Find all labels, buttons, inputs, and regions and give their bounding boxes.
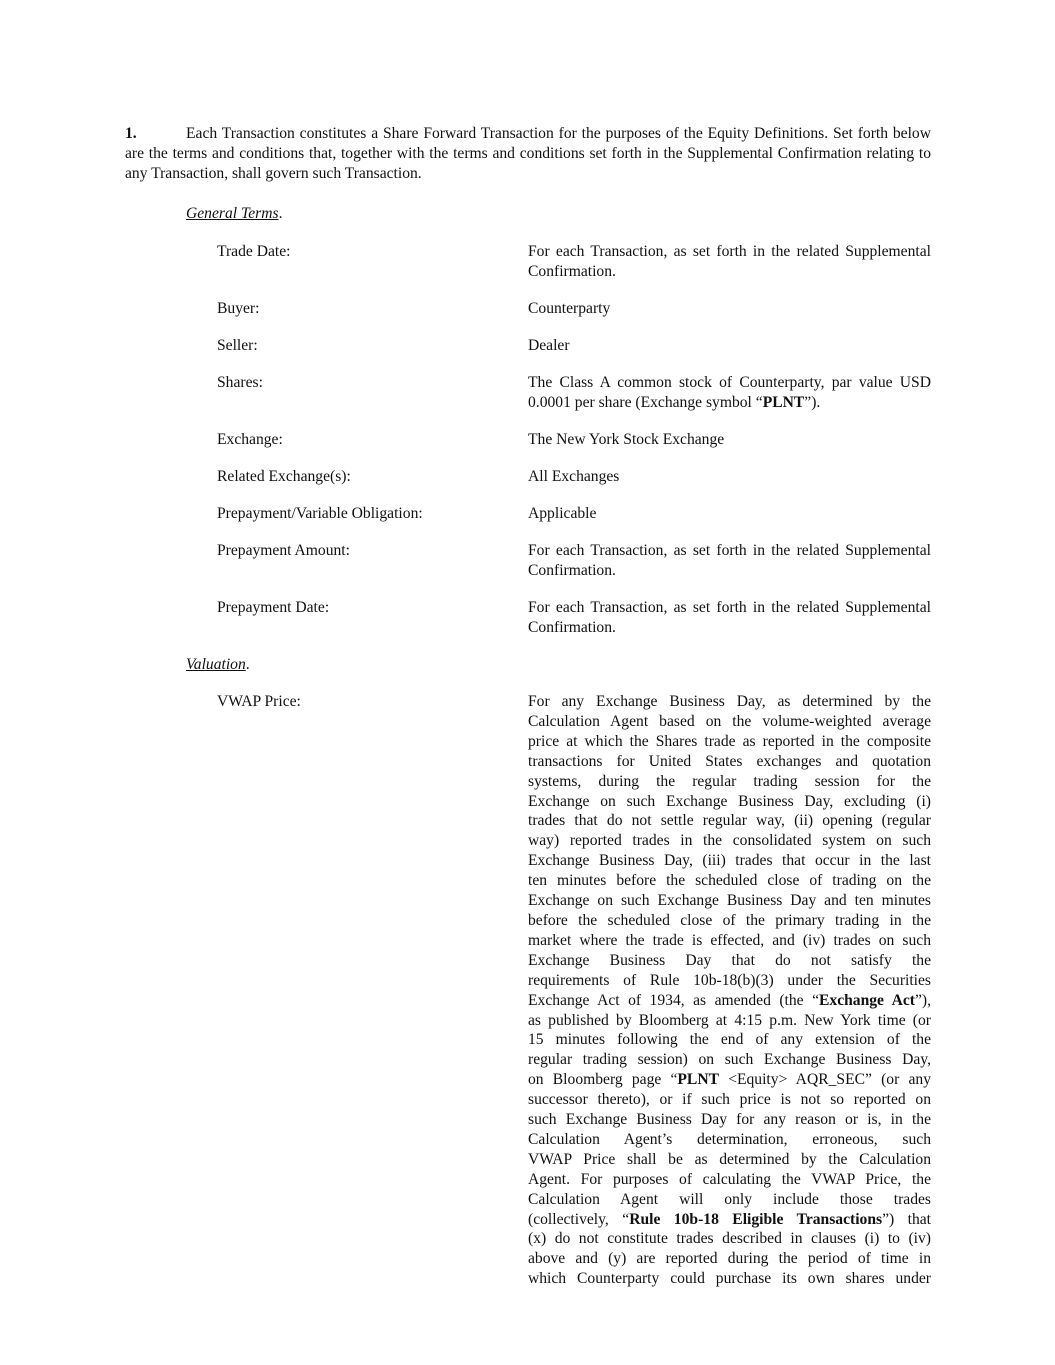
vwap-text-line: [528, 1229, 931, 1249]
vwap-text-line: [528, 811, 931, 831]
vwap-text-line: [528, 931, 931, 951]
vwap-text-line: [528, 792, 931, 812]
vwap-price-value: [528, 692, 931, 1289]
seller-value: Dealer: [528, 337, 570, 354]
text-segment: <Equity> AQR_SEC” (or any: [719, 1071, 932, 1089]
defined-term: Rule 10b-18 Eligible Transactions: [629, 1210, 883, 1228]
text-segment: Exchange on such Exchange Business Day, excluding (i): [528, 792, 931, 810]
defined-term: Exchange Act: [819, 991, 915, 1009]
vwap-text-line: [528, 732, 931, 752]
text-segment: which Counterparty could purchase its own shares under: [528, 1270, 931, 1288]
text-segment: systems, during the regular trading session for the: [528, 772, 931, 790]
vwap-text-line: [528, 951, 931, 971]
vwap-text-line: [528, 891, 931, 911]
text-segment: Exchange Business Day, (iii) trades that occur in the last: [528, 852, 931, 870]
related-exchanges-value: All Exchanges: [528, 468, 620, 485]
vwap-text-line: [528, 692, 931, 712]
text-segment: Calculation Agent based on the volume-weighted average: [528, 712, 931, 730]
vwap-text-line: [528, 1050, 931, 1070]
prepayment-variable-obligation-value: Applicable: [528, 505, 597, 522]
vwap-text-line: [528, 1249, 931, 1269]
text-segment: way) reported trades in the consolidated system on such: [528, 832, 931, 850]
trade-date-label: Trade Date:: [217, 243, 291, 260]
intro-text: Each Transaction constitutes a Share Forward Transaction for the purposes of the Equity Definitions. Set forth below are the terms and conditions that, together with the terms and conditions set forth in the Supplemental Confirmation relating to any Transaction, shall govern such Transaction.: [125, 125, 931, 182]
prepayment-date-value: For each Transaction, as set forth in the related Supplemental Confirmation.: [528, 599, 931, 636]
text-segment: (collectively, “: [528, 1210, 630, 1228]
vwap-text-line: [528, 1011, 931, 1031]
buyer-value: Counterparty: [528, 300, 611, 317]
vwap-text-line: [528, 971, 931, 991]
text-segment: on Bloomberg page “: [528, 1071, 678, 1089]
text-segment: For any Exchange Business Day, as determined by the: [528, 693, 931, 710]
text-segment: price at which the Shares trade as reported in the composite: [528, 732, 931, 750]
text-segment: ten minutes before the scheduled close of trading on the: [528, 872, 931, 890]
text-segment: transactions for United States exchanges and quotation: [528, 752, 931, 770]
text-segment: Exchange Business Day that do not satisfy the: [528, 951, 931, 969]
prepayment-date-label: Prepayment Date:: [217, 599, 330, 616]
vwap-text-line: [528, 1030, 931, 1050]
text-segment: (x) do not constitute trades described in clauses (i) to (iv): [528, 1230, 931, 1248]
vwap-text-line: [528, 1150, 931, 1170]
vwap-text-line: [528, 772, 931, 792]
vwap-text-line: [528, 1170, 931, 1190]
text-segment: Exchange Act of 1934, as amended (the “: [528, 991, 819, 1009]
vwap-text-line: [528, 1130, 931, 1150]
vwap-text-line: [528, 871, 931, 891]
prepayment-amount-value: For each Transaction, as set forth in the related Supplemental Confirmation.: [528, 542, 931, 579]
defined-term: PLNT: [677, 1071, 719, 1089]
shares-value: The Class A common stock of Counterparty, par value USD 0.0001 per share (Exchange symbol “PLNT”).: [528, 374, 931, 411]
vwap-text-line: [528, 991, 931, 1011]
text-segment: as published by Bloomberg at 4:15 p.m. New York time (or: [528, 1011, 931, 1029]
text-segment: Calculation Agent will only include those trades: [528, 1190, 931, 1208]
vwap-text-line: [528, 1090, 931, 1110]
shares-label: Shares:: [217, 374, 263, 391]
text-segment: above and (y) are reported during the period of time in: [528, 1250, 931, 1268]
trade-date-value: For each Transaction, as set forth in the related Supplemental Confirmation.: [528, 243, 931, 280]
text-segment: 15 minutes following the end of any extension of the: [528, 1031, 931, 1049]
intro-paragraph: [125, 124, 931, 184]
vwap-text-line: [528, 1190, 931, 1210]
vwap-text-line: [528, 1070, 931, 1090]
text-segment: successor thereto), or if such price is not so reported on: [528, 1091, 931, 1109]
vwap-price-label: VWAP Price:: [217, 693, 301, 710]
ticker-symbol: PLNT: [762, 393, 805, 411]
valuation-heading: Valuation.: [186, 656, 250, 673]
vwap-text-line: [528, 911, 931, 931]
text-segment: before the scheduled close of the primary trading in the: [528, 911, 931, 929]
prepayment-variable-obligation-label: Prepayment/Variable Obligation:: [217, 505, 423, 522]
general-terms-heading: General Terms.: [186, 205, 283, 222]
prepayment-amount-label: Prepayment Amount:: [217, 542, 350, 559]
text-segment: Agent. For purposes of calculating the VWAP Price, the: [528, 1170, 931, 1188]
vwap-text-line: [528, 752, 931, 772]
text-segment: requirements of Rule 10b-18(b)(3) under the Securities: [528, 971, 931, 989]
exchange-label: Exchange:: [217, 431, 283, 448]
text-segment: ”) that: [882, 1210, 931, 1228]
vwap-text-line: [528, 851, 931, 871]
vwap-text-line: [528, 1210, 931, 1230]
text-segment: trades that do not settle regular way, (ii) opening (regular: [528, 812, 931, 830]
exchange-value: The New York Stock Exchange: [528, 431, 725, 448]
text-segment: ”),: [914, 991, 931, 1009]
text-segment: Exchange on such Exchange Business Day and ten minutes: [528, 892, 931, 910]
text-segment: such Exchange Business Day for any reason or is, in the: [528, 1111, 931, 1129]
section-number: 1.: [125, 125, 137, 142]
vwap-text-line: [528, 1269, 931, 1289]
text-segment: VWAP Price shall be as determined by the Calculation: [528, 1150, 931, 1168]
vwap-text-line: [528, 712, 931, 732]
text-segment: regular trading session) on such Exchange Business Day,: [528, 1051, 931, 1069]
seller-label: Seller:: [217, 337, 258, 354]
buyer-label: Buyer:: [217, 300, 260, 317]
vwap-text-line: [528, 1110, 931, 1130]
text-segment: market where the trade is effected, and (iv) trades on such: [528, 931, 931, 949]
text-segment: Calculation Agent’s determination, erroneous, such: [528, 1130, 931, 1148]
related-exchanges-label: Related Exchange(s):: [217, 468, 351, 485]
vwap-text-line: [528, 831, 931, 851]
